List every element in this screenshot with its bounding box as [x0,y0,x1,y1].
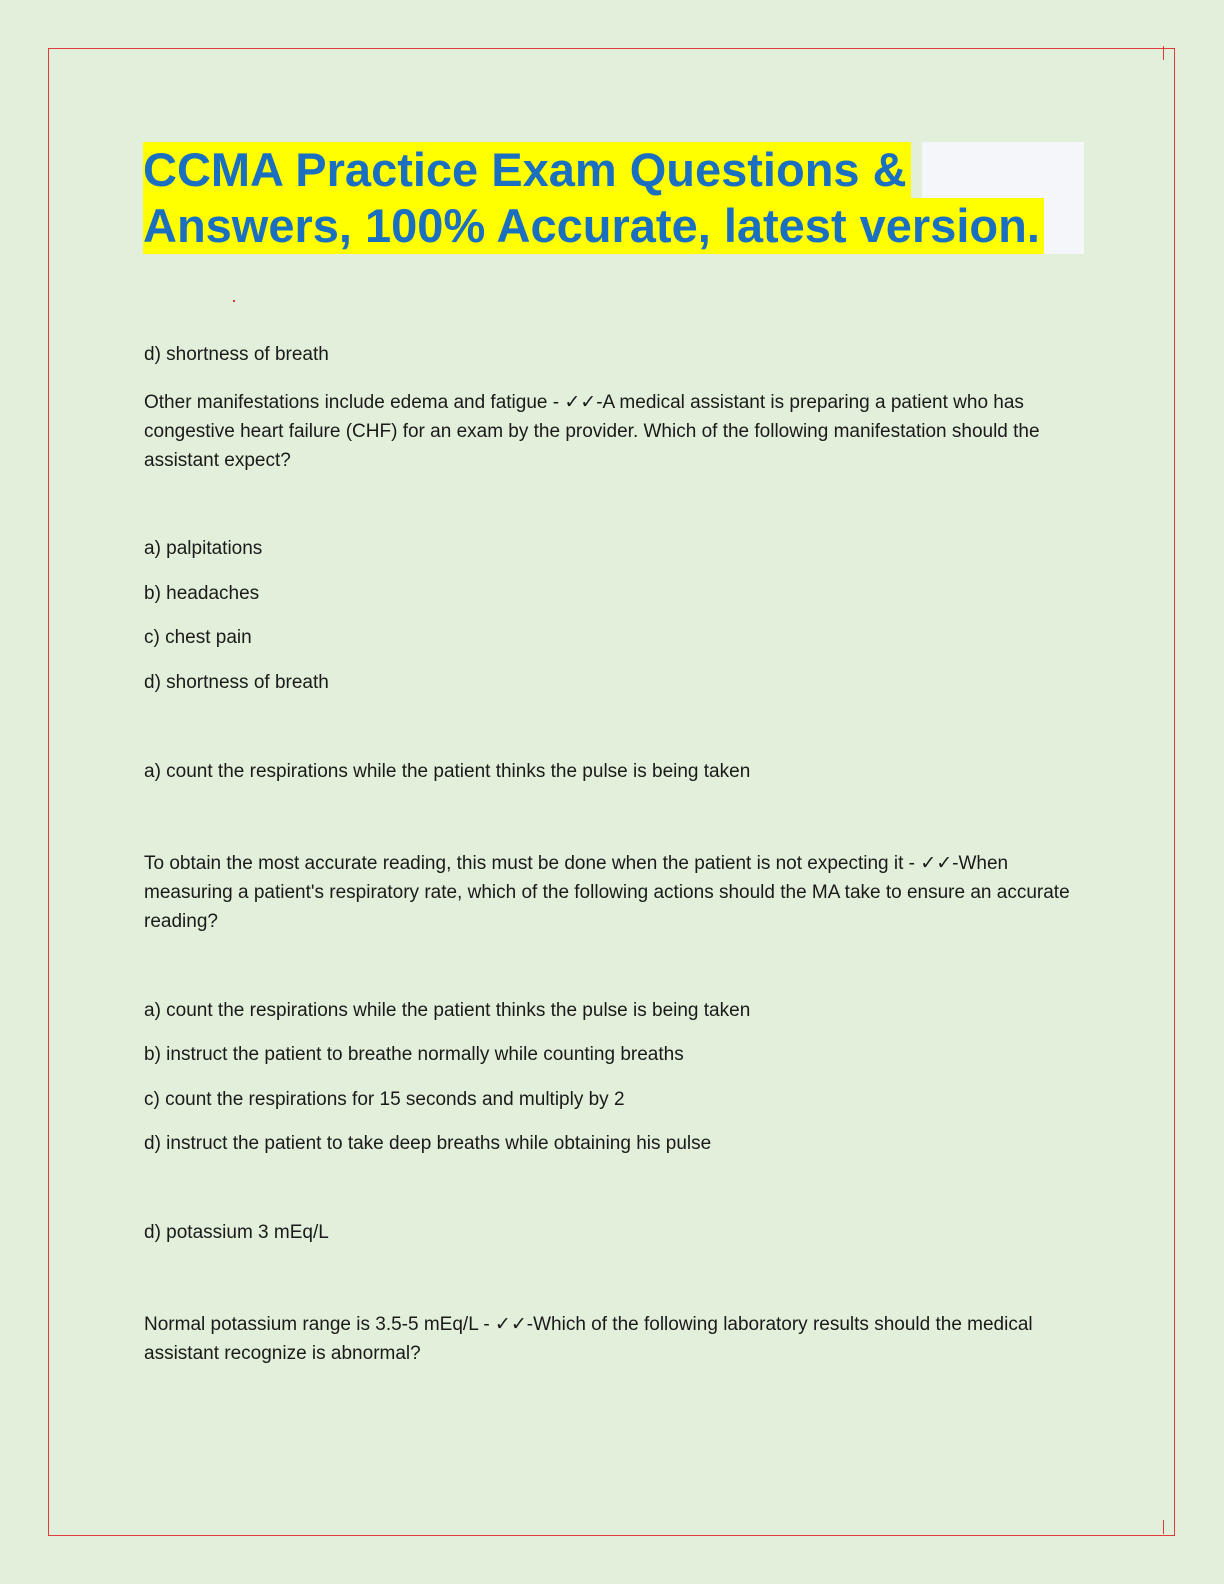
option-c: c) chest pain [144,627,252,648]
answer-line: a) count the respirations while the patient thinks the pulse is being taken [144,761,751,782]
option-b: b) instruct the patient to breathe normally while counting breaths [144,1044,684,1065]
option-d: d) instruct the patient to take deep breaths while obtaining his pulse [144,1133,712,1154]
rationale-question: Other manifestations include edema and fatigue - ✓✓-A medical assistant is preparing a patient who has congestive heart failure (CHF) for an exam by the provider. Which of the following manifestation should the assistant expect? [144,392,1040,471]
border-corner-mark [1163,46,1164,60]
option-a: a) count the respirations while the patient thinks the pulse is being taken [144,1000,751,1021]
option-b: b) headaches [144,583,260,604]
option-d: d) shortness of breath [144,672,329,693]
rationale-question: To obtain the most accurate reading, this must be done when the patient is not expecting it - ✓✓-When measuring a patient's respiratory rate, which of the following actions should the MA take to ensure an accurate reading? [144,853,1070,932]
document-title-line-2: Answers, 100% Accurate, latest version. [143,198,1044,254]
option-a: a) palpitations [144,538,263,559]
border-corner-mark [1163,1520,1164,1534]
rationale-question: Normal potassium range is 3.5-5 mEq/L - ✓✓-Which of the following laboratory results should the medical assistant recognize is abnormal? [144,1314,1033,1364]
option-c: c) count the respirations for 15 seconds and multiply by 2 [144,1089,625,1110]
stray-mark [233,300,235,302]
answer-line: d) potassium 3 mEq/L [144,1222,329,1243]
document-title-line-1: CCMA Practice Exam Questions & [143,142,911,198]
answer-line: d) shortness of breath [144,344,329,365]
